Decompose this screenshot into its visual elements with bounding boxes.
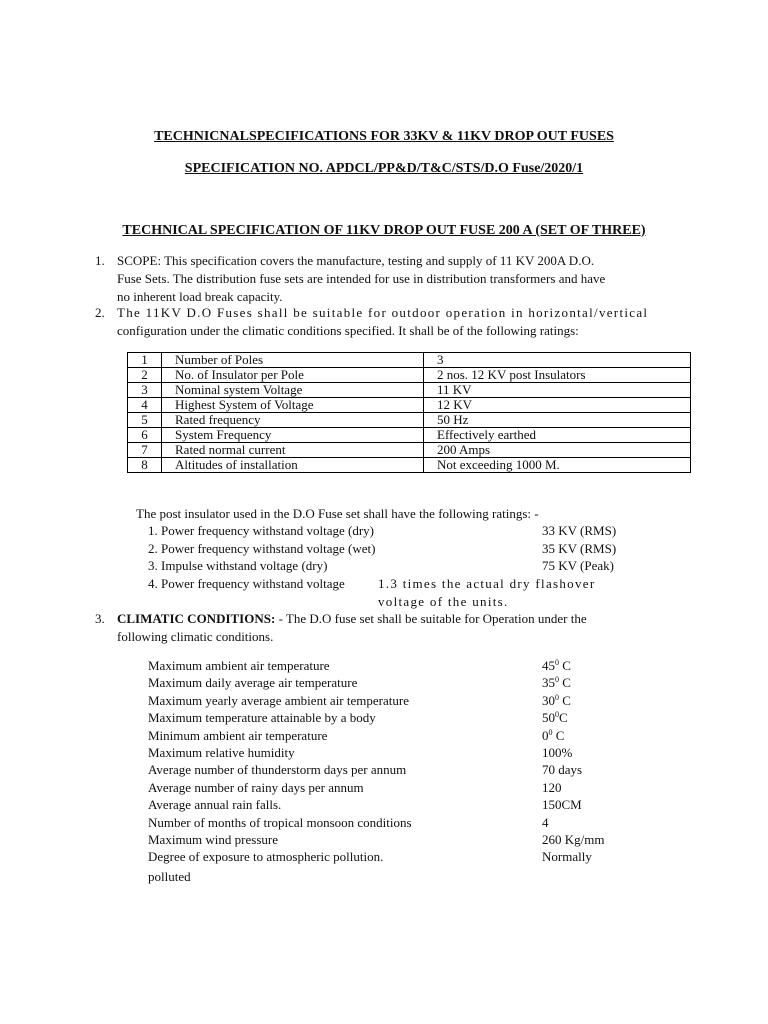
parameter-cell: Altitudes of installation [162, 458, 424, 473]
item-1-line: SCOPE: This specification covers the manufacture, testing and supply of 11 KV 200A D.O. [117, 253, 595, 268]
value-number: 260 Kg/mm [542, 832, 605, 847]
ratings-row [128, 368, 691, 383]
post-insulator-item-value: 33 KV (RMS) [542, 523, 617, 538]
climatic-condition-label: Maximum yearly average ambient air temperature [148, 692, 409, 708]
item-3-climatic [117, 610, 762, 646]
value-number: 35 [542, 675, 555, 691]
ratings-row [128, 458, 691, 473]
value-cell: 50 Hz [424, 413, 691, 428]
climatic-condition-value [542, 657, 571, 675]
row-number: 4 [128, 398, 162, 413]
climatic-condition-label: Maximum wind pressure [148, 832, 278, 847]
climatic-trailing-text: polluted [148, 869, 191, 884]
climatic-condition-label: Maximum ambient air temperature [148, 658, 330, 673]
post-insulator-item-label: 3. Impulse withstand voltage (dry) [148, 558, 328, 573]
value-cell: Effectively earthed [424, 428, 691, 443]
value-number: 100% [542, 745, 573, 760]
climatic-condition-value [542, 761, 582, 779]
degree-mark: 0 [555, 658, 559, 667]
post-insulator-item-value: 1.3 times the actual dry flashover [378, 576, 596, 591]
ratings-row [128, 353, 691, 368]
climatic-condition-label: Maximum temperature attainable by a body [148, 710, 376, 726]
degree-mark: 0 [555, 710, 559, 720]
climatic-condition-label: Number of months of tropical monsoon conditions [148, 814, 412, 830]
row-number: 5 [128, 413, 162, 428]
item-2-ratings-intro [117, 304, 762, 340]
post-insulator-item-value: 35 KV (RMS) [542, 540, 617, 556]
value-unit: C [559, 675, 571, 691]
post-insulator-item-label: 1. Power frequency withstand voltage (dry) [148, 523, 374, 538]
item-2-line: The 11KV D.O Fuses shall be suitable for outdoor operation in horizontal/vertical [117, 305, 649, 320]
value-cell: 200 Amps [424, 443, 691, 458]
item-3-number: 3. [95, 611, 105, 626]
value-unit: C [559, 710, 568, 726]
row-number: 1 [128, 353, 162, 368]
ratings-row [128, 428, 691, 443]
climatic-condition-label: Maximum relative humidity [148, 745, 295, 760]
document-title: TECHNICNALSPECIFICATIONS FOR 33KV & 11KV DROP OUT FUSES [154, 129, 614, 144]
parameter-cell: System Frequency [162, 428, 424, 443]
value-number: 120 [542, 779, 562, 795]
value-number: 30 [542, 692, 555, 708]
value-number: 45 [542, 658, 555, 673]
post-insulator-item-label: 2. Power frequency withstand voltage (wet) [148, 540, 376, 556]
degree-mark: 0 [555, 692, 559, 702]
climatic-condition-value [542, 848, 592, 866]
row-number: 8 [128, 458, 162, 473]
climatic-condition-value [542, 744, 572, 762]
climatic-text: following climatic conditions. [117, 629, 274, 644]
value-cell: Not exceeding 1000 M. [424, 458, 691, 473]
parameter-cell: Number of Poles [162, 353, 424, 368]
item-1-number: 1. [95, 253, 105, 268]
value-number: 0 [542, 727, 549, 743]
value-unit: C [559, 658, 571, 673]
row-number: 7 [128, 443, 162, 458]
post-insulator-intro: The post insulator used in the D.O Fuse set shall have the following ratings: - [136, 506, 539, 521]
climatic-condition-value [542, 692, 571, 710]
row-number: 2 [128, 368, 162, 383]
specification-number: SPECIFICATION NO. APDCL/PP&D/T&C/STS/D.O Fuse/2020/1 [184, 161, 584, 176]
climatic-condition-label: Degree of exposure to atmospheric pollution. [148, 849, 384, 865]
value-cell: 2 nos. 12 KV post Insulators [424, 368, 691, 383]
climatic-condition-value [542, 727, 564, 745]
parameter-cell: Highest System of Voltage [162, 398, 424, 413]
climatic-condition-label: Average annual rain falls. [148, 797, 282, 813]
ratings-row [128, 413, 691, 428]
climatic-condition-label: Minimum ambient air temperature [148, 727, 328, 743]
value-cell: 12 KV [424, 398, 691, 413]
climatic-condition-value [542, 831, 604, 849]
climatic-text: - The D.O fuse set shall be suitable for Operation under the [275, 611, 587, 626]
degree-mark: 0 [555, 675, 559, 685]
climatic-condition-value [542, 779, 562, 797]
value-number: 150CM [542, 797, 582, 813]
value-cell: 11 KV [424, 383, 691, 398]
value-unit: C [552, 727, 565, 743]
row-number: 3 [128, 383, 162, 398]
climatic-condition-value [542, 709, 568, 727]
climatic-condition-label: Maximum daily average air temperature [148, 675, 358, 691]
item-1-scope [117, 252, 757, 306]
value-number: 70 days [542, 762, 583, 778]
post-insulator-item-label: 4. Power frequency withstand voltage [148, 576, 345, 591]
value-unit: C [559, 692, 571, 708]
post-insulator-item-value: 75 KV (Peak) [542, 558, 614, 573]
row-number: 6 [128, 428, 162, 443]
value-cell: 3 [424, 353, 691, 368]
value-number: Normally [542, 849, 592, 865]
value-number: 50 [542, 710, 555, 726]
parameter-cell: Nominal system Voltage [162, 383, 424, 398]
climatic-condition-label: Average number of thunderstorm days per annum [148, 762, 407, 778]
climatic-condition-value [542, 796, 582, 814]
ratings-table [127, 352, 691, 473]
ratings-row [128, 443, 691, 458]
degree-mark: 0 [548, 727, 553, 737]
item-1-line: no inherent load break capacity. [117, 289, 283, 304]
item-1-line: Fuse Sets. The distribution fuse sets are intended for use in distribution transformers and have [117, 271, 606, 286]
section-title: TECHNICAL SPECIFICATION OF 11KV DROP OUT FUSE 200 A (SET OF THREE) [122, 223, 646, 238]
climatic-condition-value [542, 814, 549, 832]
item-2-number: 2. [95, 305, 105, 320]
parameter-cell: No. of Insulator per Pole [162, 368, 424, 383]
item-2-line: configuration under the climatic conditions specified. It shall be of the following ratings: [117, 323, 579, 338]
post-insulator-item-value: voltage of the units. [378, 594, 509, 609]
parameter-cell: Rated frequency [162, 413, 424, 428]
climatic-label: CLIMATIC CONDITIONS: [117, 611, 276, 626]
value-number: 4 [542, 814, 549, 830]
parameter-cell: Rated normal current [162, 443, 424, 458]
climatic-condition-value [542, 674, 571, 692]
ratings-row [128, 383, 691, 398]
climatic-condition-label: Average number of rainy days per annum [148, 779, 364, 795]
ratings-row [128, 398, 691, 413]
